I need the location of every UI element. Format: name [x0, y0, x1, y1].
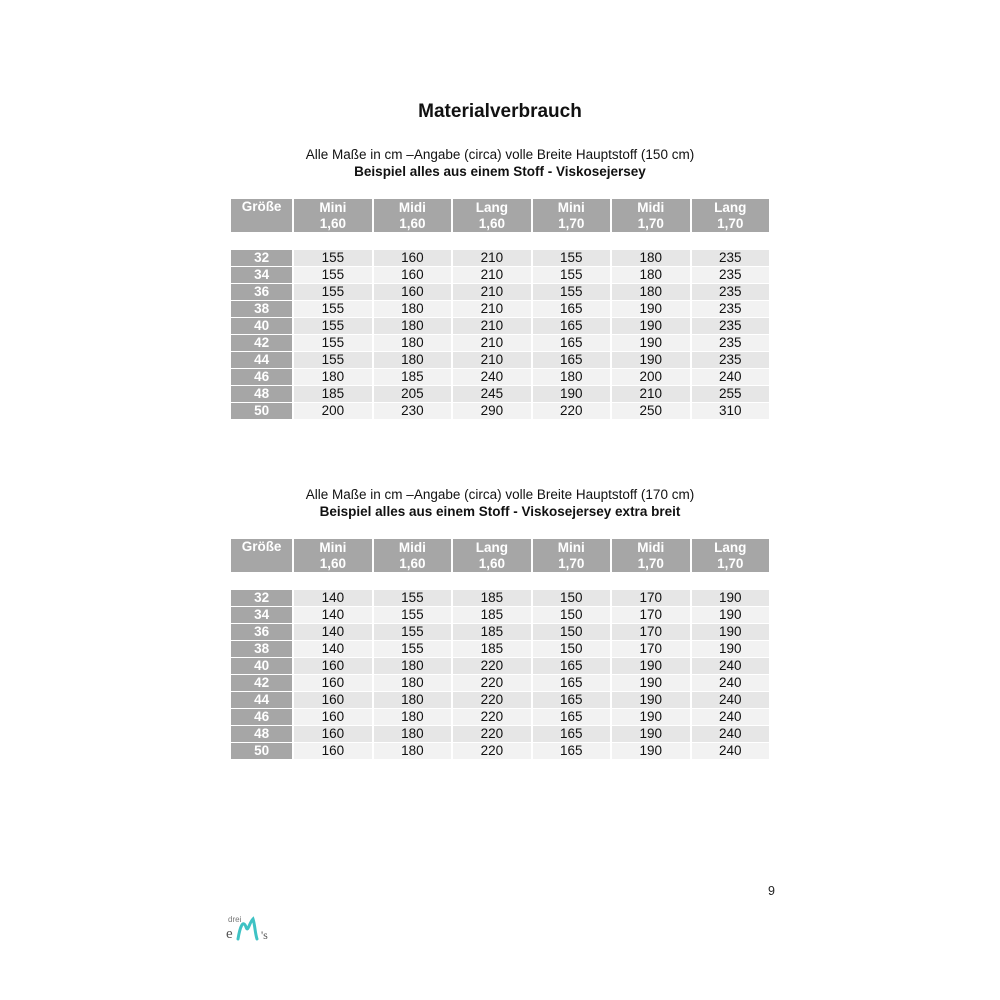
value-cell: 240	[692, 658, 770, 674]
table-row	[231, 692, 769, 708]
column-header	[612, 199, 689, 232]
value-cell: 155	[294, 267, 371, 283]
spacer-cell	[692, 573, 770, 589]
value-cell: 165	[533, 301, 610, 317]
value-cell: 210	[453, 284, 530, 300]
spacer-cell	[612, 573, 689, 589]
value-cell: 180	[374, 743, 451, 759]
column-header-name: Mini	[557, 539, 585, 555]
size-cell: 40	[231, 318, 292, 334]
value-cell: 210	[612, 386, 689, 402]
table-row	[231, 369, 769, 385]
value-cell: 155	[294, 284, 371, 300]
value-cell: 180	[374, 301, 451, 317]
value-cell: 160	[294, 726, 371, 742]
column-header-height: 1,60	[319, 215, 347, 231]
material-table	[229, 538, 771, 760]
spacer-cell	[453, 573, 530, 589]
header-row	[231, 199, 769, 232]
table-row	[231, 352, 769, 368]
column-header-name: Lang	[714, 199, 747, 215]
value-cell: 190	[533, 386, 610, 402]
value-cell: 220	[453, 743, 530, 759]
column-header-name: Midi	[398, 199, 426, 215]
value-cell: 155	[294, 301, 371, 317]
value-cell: 165	[533, 318, 610, 334]
table-header	[231, 199, 769, 232]
value-cell: 155	[533, 250, 610, 266]
value-cell: 170	[612, 607, 689, 623]
value-cell: 200	[294, 403, 371, 419]
table-body	[231, 233, 769, 419]
size-cell: 36	[231, 624, 292, 640]
column-header	[374, 199, 451, 232]
size-cell: 36	[231, 284, 292, 300]
value-cell: 235	[692, 301, 770, 317]
value-cell: 150	[533, 641, 610, 657]
value-cell: 165	[533, 352, 610, 368]
table-body	[231, 573, 769, 759]
table-row	[231, 250, 769, 266]
column-header	[692, 539, 770, 572]
value-cell: 155	[374, 607, 451, 623]
value-cell: 155	[374, 641, 451, 657]
column-header	[453, 539, 530, 572]
value-cell: 160	[294, 743, 371, 759]
page-title: Materialverbrauch	[418, 101, 582, 122]
table-header	[231, 539, 769, 572]
page-number: 9	[768, 884, 775, 898]
spacer-cell	[231, 233, 292, 249]
column-header-name: Mini	[319, 539, 347, 555]
spacer-cell	[453, 233, 530, 249]
size-cell: 50	[231, 403, 292, 419]
header-spacer	[231, 573, 769, 589]
table-row	[231, 318, 769, 334]
column-header	[294, 199, 371, 232]
value-cell: 160	[374, 250, 451, 266]
value-cell: 185	[374, 369, 451, 385]
value-cell: 245	[453, 386, 530, 402]
value-cell: 235	[692, 250, 770, 266]
table-row	[231, 403, 769, 419]
value-cell: 240	[692, 369, 770, 385]
value-cell: 240	[453, 369, 530, 385]
value-cell: 160	[294, 658, 371, 674]
value-cell: 155	[294, 318, 371, 334]
column-header-height: 1,70	[637, 555, 664, 571]
table-example-caption: Beispiel alles aus einem Stoff - Viskosejersey extra breit	[319, 504, 681, 519]
value-cell: 165	[533, 658, 610, 674]
header-spacer	[231, 233, 769, 249]
value-cell: 190	[612, 692, 689, 708]
value-cell: 170	[612, 624, 689, 640]
value-cell: 155	[294, 335, 371, 351]
column-header-name: Midi	[637, 199, 665, 215]
table-example-caption: Beispiel alles aus einem Stoff - Viskosejersey	[354, 164, 646, 179]
value-cell: 180	[374, 335, 451, 351]
table-row	[231, 284, 769, 300]
table-row	[231, 335, 769, 351]
value-cell: 205	[374, 386, 451, 402]
value-cell: 240	[692, 675, 770, 691]
table-row	[231, 301, 769, 317]
value-cell: 235	[692, 267, 770, 283]
value-cell: 185	[453, 624, 530, 640]
header-row	[231, 539, 769, 572]
size-cell: 38	[231, 301, 292, 317]
value-cell: 165	[533, 726, 610, 742]
value-cell: 190	[612, 335, 689, 351]
column-header-height: 1,70	[717, 555, 744, 571]
value-cell: 310	[692, 403, 770, 419]
value-cell: 185	[453, 607, 530, 623]
spacer-cell	[374, 573, 451, 589]
value-cell: 220	[453, 726, 530, 742]
value-cell: 180	[612, 267, 689, 283]
value-cell: 140	[294, 624, 371, 640]
table-row	[231, 590, 769, 606]
value-cell: 235	[692, 284, 770, 300]
value-cell: 200	[612, 369, 689, 385]
value-cell: 220	[453, 675, 530, 691]
column-header-name: Midi	[637, 539, 665, 555]
value-cell: 180	[374, 318, 451, 334]
value-cell: 220	[453, 658, 530, 674]
value-cell: 140	[294, 590, 371, 606]
table-row	[231, 675, 769, 691]
value-cell: 210	[453, 318, 530, 334]
value-cell: 160	[294, 675, 371, 691]
table-row	[231, 386, 769, 402]
table-row	[231, 624, 769, 640]
value-cell: 190	[692, 607, 770, 623]
value-cell: 155	[374, 624, 451, 640]
size-cell: 40	[231, 658, 292, 674]
value-cell: 240	[692, 743, 770, 759]
value-cell: 190	[692, 641, 770, 657]
value-cell: 190	[612, 318, 689, 334]
value-cell: 190	[612, 301, 689, 317]
value-cell: 180	[612, 250, 689, 266]
value-cell: 155	[294, 352, 371, 368]
column-header-height: 1,70	[558, 215, 585, 231]
value-cell: 190	[612, 743, 689, 759]
value-cell: 190	[612, 675, 689, 691]
value-cell: 190	[612, 658, 689, 674]
value-cell: 290	[453, 403, 530, 419]
value-cell: 165	[533, 709, 610, 725]
value-cell: 140	[294, 607, 371, 623]
value-cell: 150	[533, 590, 610, 606]
column-header	[692, 199, 770, 232]
column-header-name: Lang	[714, 539, 747, 555]
value-cell: 165	[533, 692, 610, 708]
column-header-name: Mini	[319, 199, 347, 215]
value-cell: 180	[374, 352, 451, 368]
spacer-cell	[374, 233, 451, 249]
column-header	[453, 199, 530, 232]
column-header-height: 1,60	[399, 555, 426, 571]
column-header-height: 1,60	[319, 555, 347, 571]
value-cell: 155	[374, 590, 451, 606]
value-cell: 185	[294, 386, 371, 402]
column-header-height: 1,60	[399, 215, 426, 231]
column-header-height: 1,70	[637, 215, 664, 231]
column-header	[612, 539, 689, 572]
column-header-name: Größe	[241, 199, 282, 214]
value-cell: 155	[294, 250, 371, 266]
value-cell: 210	[453, 267, 530, 283]
value-cell: 150	[533, 624, 610, 640]
svg-text:e: e	[226, 926, 233, 942]
column-header-name: Mini	[557, 199, 585, 215]
value-cell: 165	[533, 675, 610, 691]
table-section-1	[231, 146, 769, 420]
table-row	[231, 267, 769, 283]
value-cell: 240	[692, 709, 770, 725]
value-cell: 240	[692, 726, 770, 742]
value-cell: 230	[374, 403, 451, 419]
column-header-height: 1,70	[717, 215, 744, 231]
value-cell: 180	[294, 369, 371, 385]
value-cell: 210	[453, 335, 530, 351]
column-header	[374, 539, 451, 572]
value-cell: 190	[692, 624, 770, 640]
material-table	[229, 198, 771, 420]
spacer-cell	[231, 573, 292, 589]
column-header-height: 1,70	[558, 555, 585, 571]
value-cell: 155	[533, 267, 610, 283]
size-cell: 50	[231, 743, 292, 759]
size-cell: 46	[231, 709, 292, 725]
column-header-height: 1,60	[478, 215, 505, 231]
value-cell: 185	[453, 641, 530, 657]
spacer-cell	[533, 233, 610, 249]
value-cell: 220	[453, 692, 530, 708]
value-cell: 220	[533, 403, 610, 419]
size-cell: 42	[231, 335, 292, 351]
value-cell: 180	[374, 658, 451, 674]
column-header	[231, 539, 292, 572]
column-header	[294, 539, 371, 572]
column-header-name: Lang	[475, 199, 508, 215]
value-cell: 180	[374, 726, 451, 742]
value-cell: 210	[453, 250, 530, 266]
value-cell: 220	[453, 709, 530, 725]
value-cell: 160	[374, 267, 451, 283]
value-cell: 210	[453, 301, 530, 317]
value-cell: 185	[453, 590, 530, 606]
value-cell: 160	[294, 709, 371, 725]
value-cell: 210	[453, 352, 530, 368]
value-cell: 165	[533, 743, 610, 759]
column-header-name: Größe	[241, 539, 282, 554]
spacer-cell	[612, 233, 689, 249]
value-cell: 180	[612, 284, 689, 300]
size-cell: 48	[231, 386, 292, 402]
spacer-cell	[692, 233, 770, 249]
size-cell: 32	[231, 590, 292, 606]
svg-text:'s: 's	[261, 928, 268, 942]
value-cell: 235	[692, 352, 770, 368]
column-header	[231, 199, 292, 232]
size-cell: 42	[231, 675, 292, 691]
table-subtitle: Alle Maße in cm –Angabe (circa) volle Breite Hauptstoff (170 cm)	[305, 487, 695, 502]
value-cell: 190	[612, 709, 689, 725]
value-cell: 180	[374, 709, 451, 725]
size-cell: 38	[231, 641, 292, 657]
table-subtitle: Alle Maße in cm –Angabe (circa) volle Breite Hauptstoff (150 cm)	[305, 147, 695, 162]
value-cell: 240	[692, 692, 770, 708]
table-row	[231, 641, 769, 657]
value-cell: 165	[533, 335, 610, 351]
table-row	[231, 607, 769, 623]
spacer-cell	[533, 573, 610, 589]
table-row	[231, 709, 769, 725]
column-header	[533, 539, 610, 572]
spacer-cell	[294, 233, 371, 249]
size-cell: 32	[231, 250, 292, 266]
size-cell: 46	[231, 369, 292, 385]
value-cell: 155	[533, 284, 610, 300]
size-cell: 34	[231, 267, 292, 283]
size-cell: 34	[231, 607, 292, 623]
value-cell: 140	[294, 641, 371, 657]
column-header-name: Midi	[398, 539, 426, 555]
value-cell: 235	[692, 335, 770, 351]
value-cell: 170	[612, 590, 689, 606]
value-cell: 160	[374, 284, 451, 300]
value-cell: 180	[533, 369, 610, 385]
value-cell: 250	[612, 403, 689, 419]
table-row	[231, 743, 769, 759]
table-row	[231, 658, 769, 674]
svg-text:drei: drei	[228, 915, 242, 924]
column-header	[533, 199, 610, 232]
table-row	[231, 726, 769, 742]
value-cell: 190	[612, 726, 689, 742]
brand-logo	[225, 913, 287, 943]
value-cell: 190	[692, 590, 770, 606]
value-cell: 235	[692, 318, 770, 334]
value-cell: 190	[612, 352, 689, 368]
spacer-cell	[294, 573, 371, 589]
value-cell: 170	[612, 641, 689, 657]
column-header-name: Lang	[475, 539, 508, 555]
size-cell: 44	[231, 352, 292, 368]
column-header-height: 1,60	[478, 555, 505, 571]
value-cell: 255	[692, 386, 770, 402]
value-cell: 180	[374, 692, 451, 708]
size-cell: 44	[231, 692, 292, 708]
value-cell: 180	[374, 675, 451, 691]
value-cell: 160	[294, 692, 371, 708]
value-cell: 150	[533, 607, 610, 623]
size-cell: 48	[231, 726, 292, 742]
table-section-2	[231, 486, 769, 760]
